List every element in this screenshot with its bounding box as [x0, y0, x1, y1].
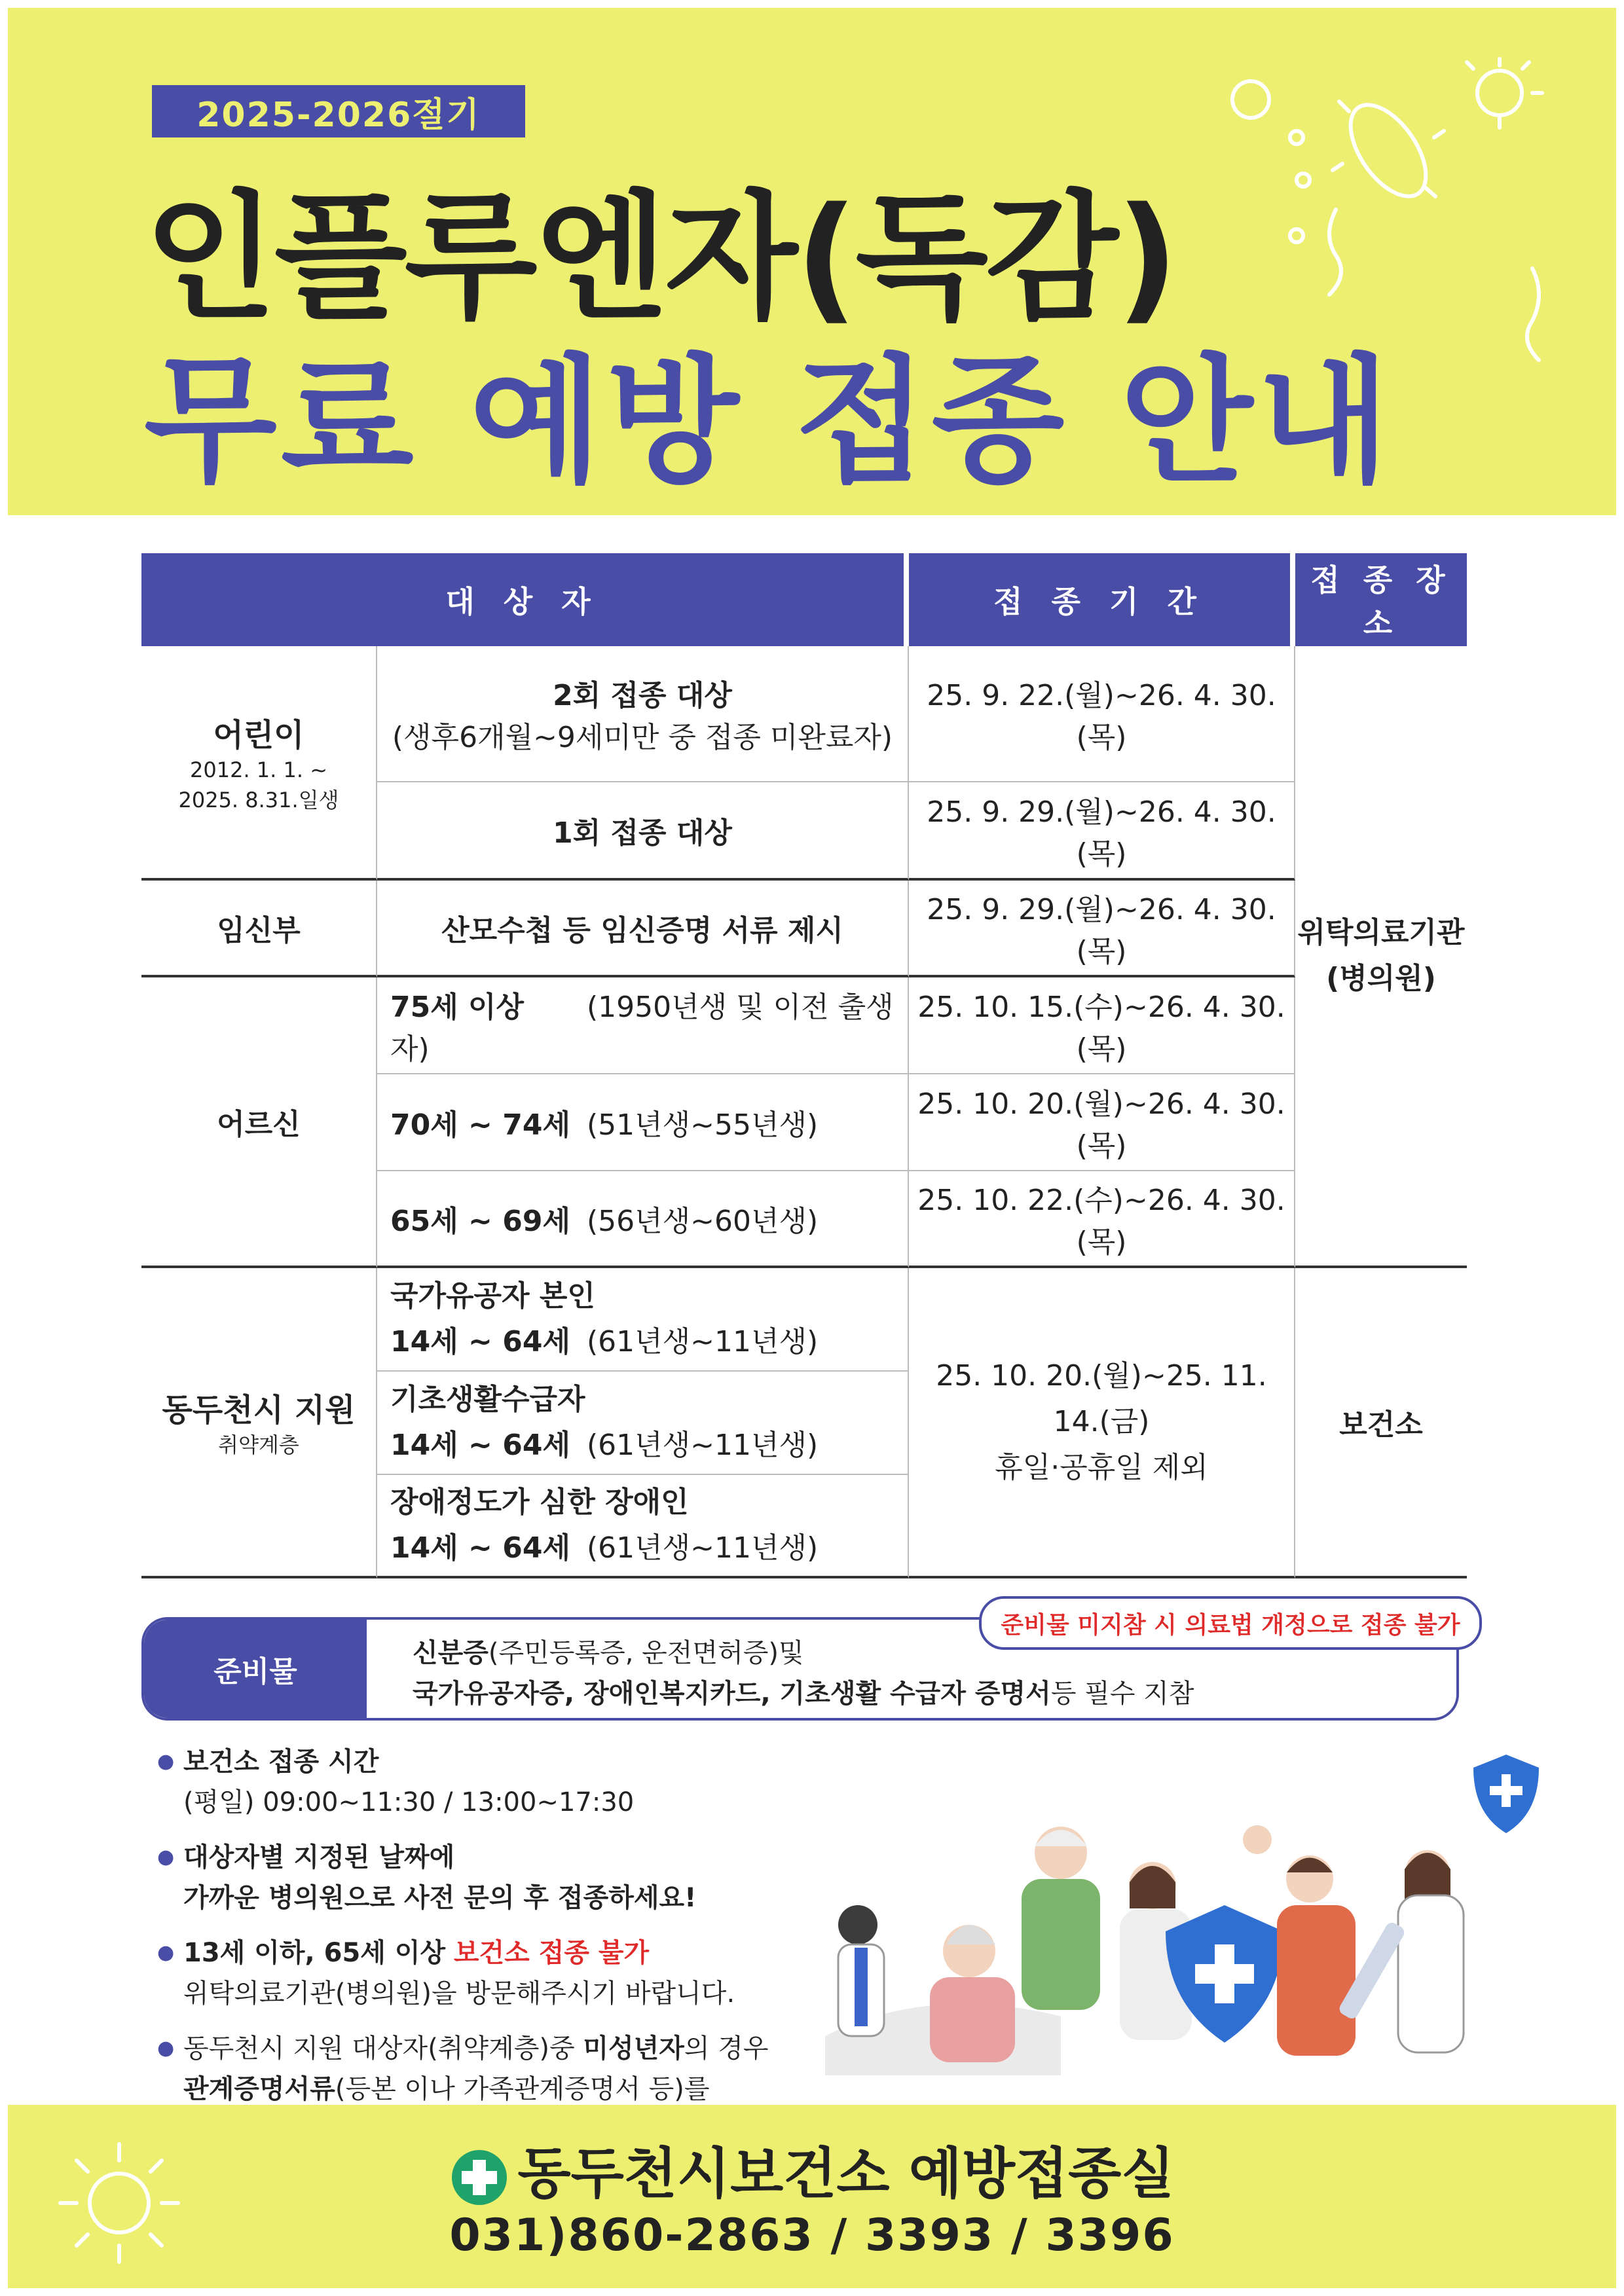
page-subtitle: 무료 예방 접종 안내 [144, 341, 1394, 501]
target-elderly-70: 70세 ~ 74세 (51년생~55년생) [377, 1074, 909, 1171]
category-support: 동두천시 지원 취약계층 [141, 1268, 377, 1578]
footer-name: 동두천시보건소 예방접종실 [8, 2130, 1616, 2209]
target-one-dose: 1회 접종 대상 [377, 782, 909, 881]
target-support-welfare: 기초생활수급자 14세 ~ 64세 (61년생~11년생) [377, 1372, 909, 1475]
category-elderly: 어르신 [141, 977, 377, 1268]
notes-list [157, 1741, 812, 2164]
target-support-disabled: 장애정도가 심한 장애인 14세 ~ 64세 (61년생~11년생) [377, 1475, 909, 1578]
list-item: ● 13세 이하, 65세 이상 보건소 접종 불가 위탁의료기관(병의원)을 방문해주시기 바랍니다. [157, 1933, 812, 2014]
header-place: 접 종 장 소 [1295, 553, 1467, 646]
header-target: 대 상 자 [141, 553, 909, 646]
vaccination-people-illustration-icon [799, 1755, 1585, 2095]
target-support-veteran: 국가유공자 본인 14세 ~ 64세 (61년생~11년생) [377, 1268, 909, 1372]
prep-text: 신분증(주민등록증, 운전면허증)및 국가유공자증, 장애인복지카드, 기초생활 수급자 증명서등 필수 지참 [413, 1638, 1194, 1709]
list-item: ● 대상자별 지정된 날짜에 가까운 병의원으로 사전 문의 후 접종하세요! [157, 1837, 812, 1918]
prep-label: 준비물 [144, 1620, 367, 1718]
target-two-dose: 2회 접종 대상 (생후6개월~9세미만 중 접종 미완료자) [377, 646, 909, 782]
period-cell: 25. 10. 22.(수)~26. 4. 30.(목) [909, 1171, 1295, 1268]
footer-phone: 031)860-2863 / 3393 / 3396 [449, 2210, 1175, 2261]
page-title: 인플루엔자(독감) [144, 177, 1176, 338]
target-pregnant: 산모수첩 등 임신증명 서류 제시 [377, 881, 909, 977]
season-badge: 2025-2026절기 [152, 85, 525, 137]
list-item: ● 동두천시 지원 대상자(취약계층)중 미성년자의 경우 관계증명서류(등본 이나 가족관계증명서 등)를 [157, 2028, 812, 2150]
warning-bubble: 준비물 미지참 시 의료법 개정으로 접종 불가 [979, 1596, 1482, 1650]
footer-banner [8, 2105, 1616, 2288]
period-cell: 25. 10. 15.(수)~26. 4. 30.(목) [909, 977, 1295, 1074]
period-support: 25. 10. 20.(월)~25. 11. 14.(금) 휴일·공휴일 제외 [909, 1268, 1295, 1578]
period-cell: 25. 10. 20.(월)~26. 4. 30.(목) [909, 1074, 1295, 1171]
target-elderly-75: 75세 이상 (1950년생 및 이전 출생자) [377, 977, 909, 1074]
place-health-center: 보건소 [1295, 1268, 1467, 1578]
period-cell: 25. 9. 29.(월)~26. 4. 30.(목) [909, 782, 1295, 881]
header-period: 접 종 기 간 [909, 553, 1295, 646]
place-contracted: 위탁의료기관 (병의원) [1295, 646, 1467, 1268]
period-cell: 25. 9. 22.(월)~26. 4. 30.(목) [909, 646, 1295, 782]
health-center-logo-icon [450, 2148, 509, 2207]
list-item: ● 보건소 접종 시간 (평일) 09:00~11:30 / 13:00~17:30 [157, 1741, 812, 1823]
virus-decoration-icon [1192, 52, 1585, 380]
period-cell: 25. 9. 29.(월)~26. 4. 30.(목) [909, 881, 1295, 977]
category-pregnant: 임신부 [141, 881, 377, 977]
schedule-table [141, 553, 1467, 1578]
category-children: 어린이 2012. 1. 1. ~ 2025. 8.31.일생 [141, 646, 377, 881]
target-elderly-65: 65세 ~ 69세 (56년생~60년생) [377, 1171, 909, 1268]
